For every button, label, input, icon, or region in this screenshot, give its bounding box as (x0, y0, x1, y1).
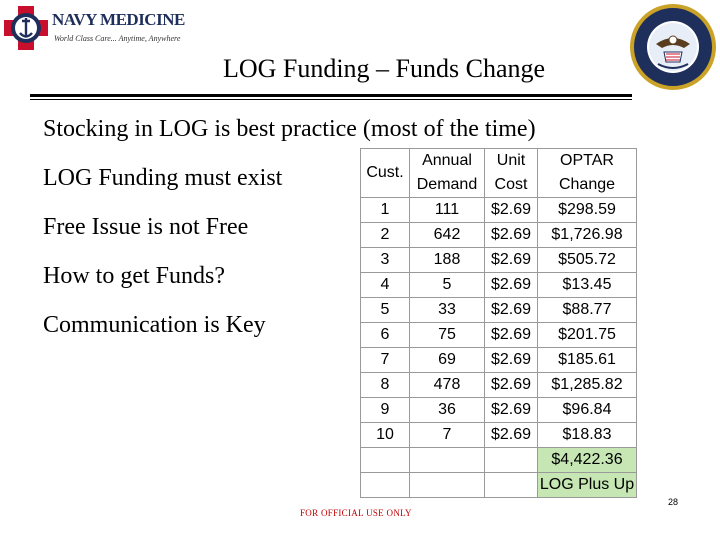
cell-demand: 111 (410, 198, 485, 223)
cell-cust: 9 (361, 398, 410, 423)
total-value: $4,422.36 (538, 448, 637, 473)
cell-cost: $2.69 (485, 323, 538, 348)
cell-demand: 36 (410, 398, 485, 423)
table-header-row (361, 149, 637, 198)
cell-cust: 1 (361, 198, 410, 223)
cell-demand: 188 (410, 248, 485, 273)
table-row (361, 198, 637, 223)
cell-cust: 2 (361, 223, 410, 248)
table-row (361, 273, 637, 298)
cell-cost: $2.69 (485, 423, 538, 448)
cell-optar: $88.77 (538, 298, 637, 323)
cell-cust: 5 (361, 298, 410, 323)
bullet-funding-exist: LOG Funding must exist (43, 165, 283, 191)
empty-cell (485, 448, 538, 473)
cell-optar: $185.61 (538, 348, 637, 373)
cell-optar: $1,285.82 (538, 373, 637, 398)
cell-optar: $18.83 (538, 423, 637, 448)
cell-cust: 6 (361, 323, 410, 348)
navy-medicine-emblem-icon (2, 4, 50, 52)
cell-cost: $2.69 (485, 273, 538, 298)
empty-cell (410, 473, 485, 498)
table-row (361, 323, 637, 348)
cell-cust: 3 (361, 248, 410, 273)
table-row (361, 373, 637, 398)
bullet-communication: Communication is Key (43, 312, 266, 338)
empty-cell (485, 473, 538, 498)
title-rule-thin (30, 99, 632, 100)
cell-cust: 10 (361, 423, 410, 448)
page-number: 28 (668, 497, 679, 507)
cell-optar: $13.45 (538, 273, 637, 298)
table-row (361, 248, 637, 273)
table-row (361, 298, 637, 323)
logo-motto: World Class Care... Anytime, Anywhere (54, 34, 181, 43)
empty-cell (410, 448, 485, 473)
cell-cost: $2.69 (485, 398, 538, 423)
cell-cust: 7 (361, 348, 410, 373)
funds-table (360, 148, 637, 498)
empty-cell (361, 448, 410, 473)
cell-optar: $1,726.98 (538, 223, 637, 248)
cell-optar: $201.75 (538, 323, 637, 348)
logo-title: NAVY MEDICINE (52, 10, 185, 29)
cell-demand: 7 (410, 423, 485, 448)
empty-cell (361, 473, 410, 498)
title-rule (30, 94, 632, 97)
cell-demand: 69 (410, 348, 485, 373)
cell-cost: $2.69 (485, 298, 538, 323)
cell-cost: $2.69 (485, 373, 538, 398)
cell-optar: $96.84 (538, 398, 637, 423)
header-annual-demand: Annual Demand (410, 149, 485, 198)
total-label: LOG Plus Up (538, 473, 637, 498)
navy-medicine-logo (2, 4, 185, 52)
slide-title: LOG Funding – Funds Change (222, 54, 546, 83)
header-unit-cost: Unit Cost (485, 149, 538, 198)
cell-demand: 75 (410, 323, 485, 348)
cell-optar: $298.59 (538, 198, 637, 223)
table-row (361, 398, 637, 423)
cell-cost: $2.69 (485, 248, 538, 273)
cell-cost: $2.69 (485, 348, 538, 373)
cell-demand: 642 (410, 223, 485, 248)
cell-demand: 478 (410, 373, 485, 398)
cell-optar: $505.72 (538, 248, 637, 273)
table-row (361, 348, 637, 373)
cell-cust: 8 (361, 373, 410, 398)
cell-cost: $2.69 (485, 198, 538, 223)
cell-cost: $2.69 (485, 223, 538, 248)
total-label-row (361, 473, 637, 498)
header-cust: Cust. (361, 149, 410, 198)
header-optar-change: OPTAR Change (538, 149, 637, 198)
bullet-stocking: Stocking in LOG is best practice (most of the time) (43, 116, 536, 142)
bullet-free-issue: Free Issue is not Free (43, 214, 249, 240)
table-row (361, 223, 637, 248)
bullet-get-funds: How to get Funds? (43, 263, 225, 289)
total-row (361, 448, 637, 473)
classification-marking: FOR OFFICIAL USE ONLY (300, 508, 412, 518)
cell-demand: 33 (410, 298, 485, 323)
cell-demand: 5 (410, 273, 485, 298)
cell-cust: 4 (361, 273, 410, 298)
table-row (361, 423, 637, 448)
